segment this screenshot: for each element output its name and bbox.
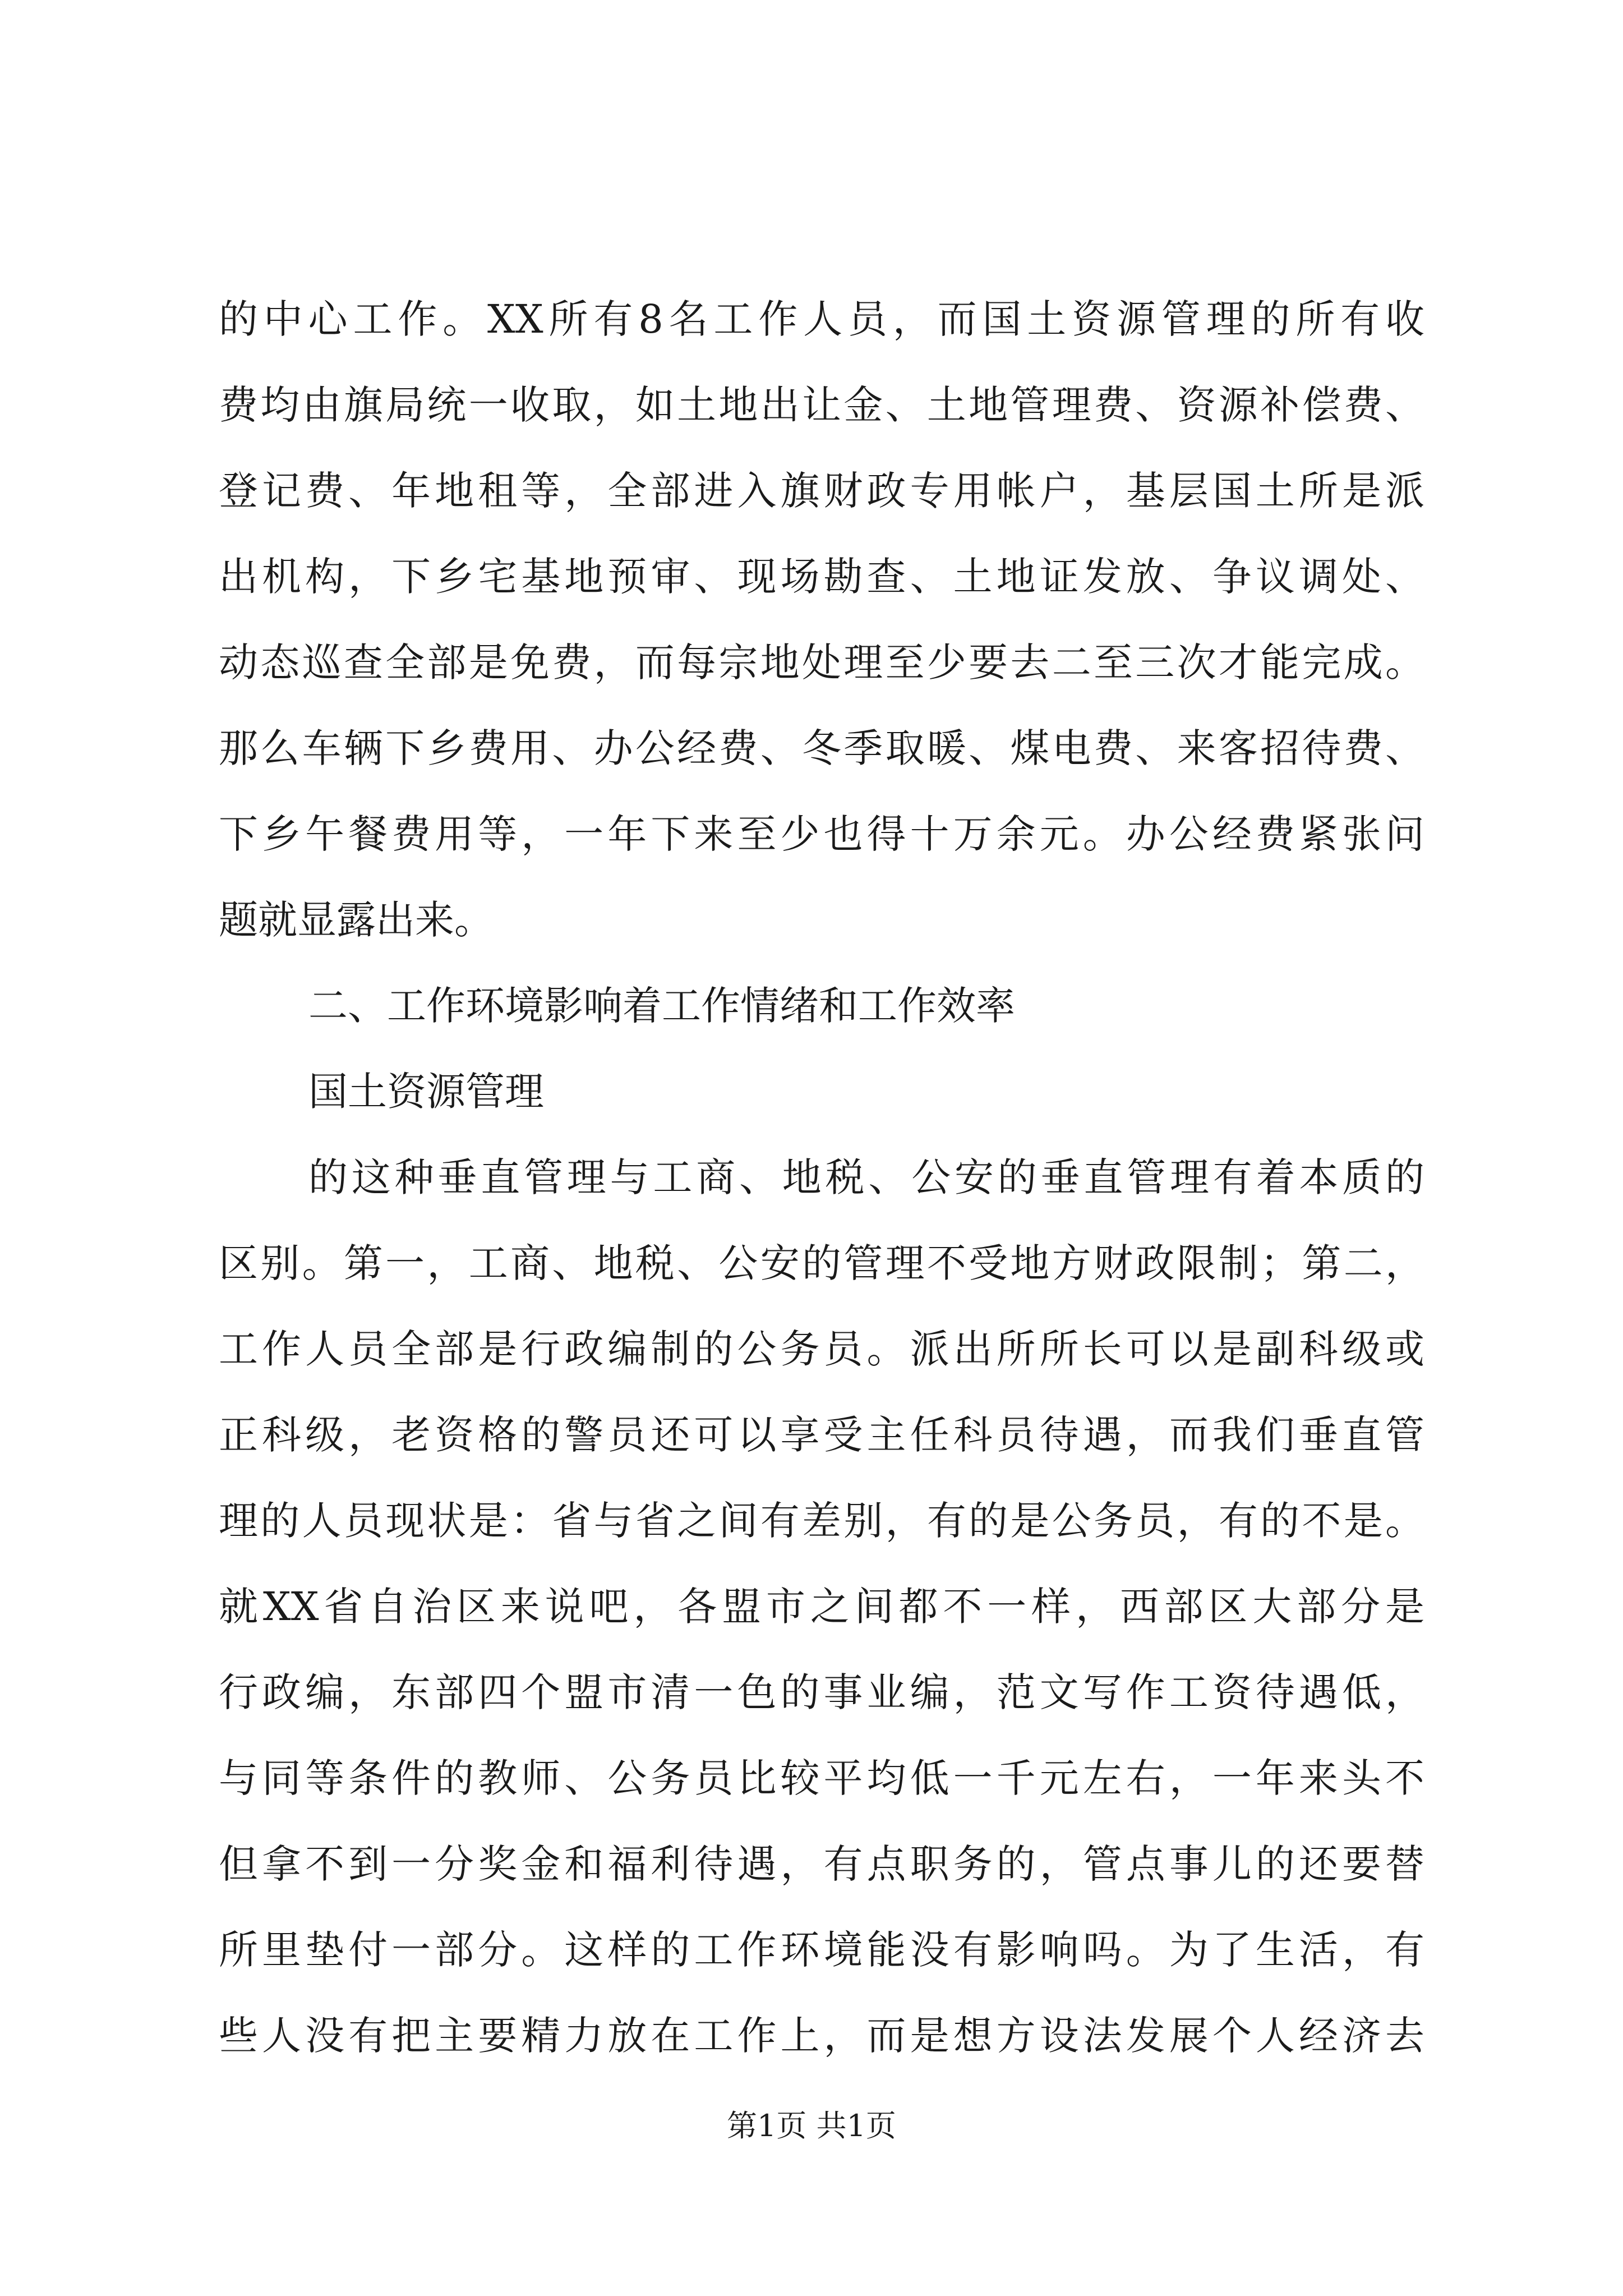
text-line: 那么车辆下乡费用、办公经费、冬季取暖、煤电费、来客招待费、 xyxy=(219,725,1424,771)
text-line: 行政编，东部四个盟市清一色的事业编，范文写作工资待遇低， xyxy=(219,1669,1424,1715)
text-line: 就XX省自治区来说吧，各盟市之间都不一样，西部区大部分是 xyxy=(219,1584,1424,1630)
text-line: 理的人员现状是：省与省之间有差别，有的是公务员，有的不是。 xyxy=(219,1498,1424,1544)
text-line: 下乡午餐费用等，一年下来至少也得十万余元。办公经费紧张问 xyxy=(219,811,1424,857)
text-line: 正科级，老资格的警员还可以享受主任科员待遇，而我们垂直管 xyxy=(219,1412,1424,1458)
text-line: 但拿不到一分奖金和福利待遇，有点职务的，管点事儿的还要替 xyxy=(219,1841,1424,1887)
text-line: 与同等条件的教师、公务员比较平均低一千元左右，一年来头不 xyxy=(219,1755,1424,1801)
text-line: 的中心工作。XX所有8名工作人员，而国土资源管理的所有收 xyxy=(219,296,1424,342)
page-footer xyxy=(0,2106,1623,2146)
text-line: 所里垫付一部分。这样的工作环境能没有影响吗。为了生活，有 xyxy=(219,1927,1424,1973)
text-line: 费均由旗局统一收取，如土地出让金、土地管理费、资源补偿费、 xyxy=(219,382,1424,428)
text-line: 国土资源管理 xyxy=(308,1069,544,1115)
text-line: 些人没有把主要精力放在工作上，而是想方设法发展个人经济去 xyxy=(219,2013,1424,2059)
text-line: 工作人员全部是行政编制的公务员。派出所所长可以是副科级或 xyxy=(219,1326,1424,1372)
section-heading: 二、工作环境影响着工作情绪和工作效率 xyxy=(308,983,1015,1029)
text-line: 动态巡查全部是免费，而每宗地处理至少要去二至三次才能完成。 xyxy=(219,639,1424,685)
text-line: 出机构，下乡宅基地预审、现场勘查、土地证发放、争议调处、 xyxy=(219,554,1424,600)
document-body xyxy=(219,292,1424,2094)
text-line: 题就显露出来。 xyxy=(219,897,494,943)
text-line: 区别。第一，工商、地税、公安的管理不受地方财政限制；第二， xyxy=(219,1240,1424,1286)
text-line: 登记费、年地租等，全部进入旗财政专用帐户，基层国土所是派 xyxy=(219,468,1424,514)
text-line: 的这种垂直管理与工商、地税、公安的垂直管理有着本质的 xyxy=(308,1154,1424,1200)
page-number-label: 第1页 共1页 xyxy=(727,2108,896,2143)
